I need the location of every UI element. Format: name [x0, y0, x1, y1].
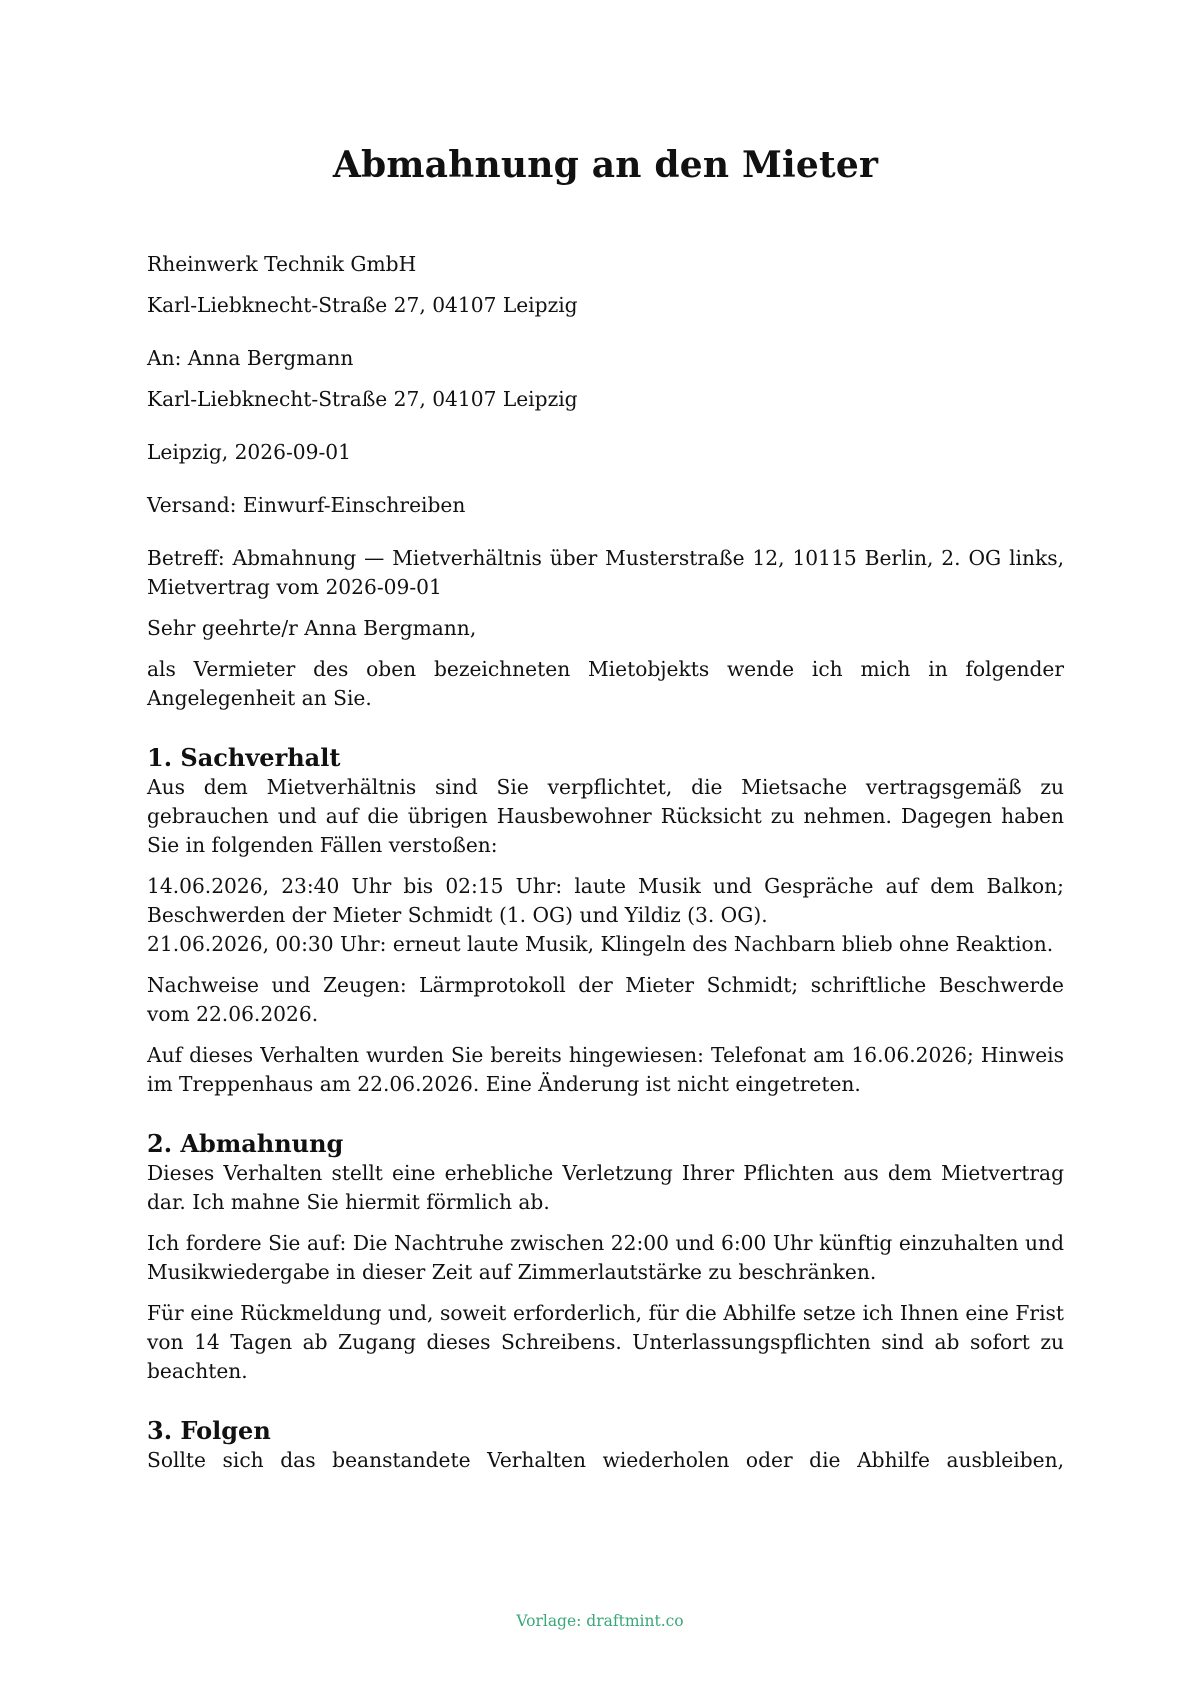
incident-item: 21.06.2026, 00:30 Uhr: erneut laute Musik, Klingeln des Nachbarn blieb ohne Reaktion. [147, 932, 1054, 956]
letter-body [147, 250, 1064, 1487]
intro-paragraph: als Vermieter des oben bezeichneten Mietobjekts wende ich mich in folgender Angelegenheit an Sie. [147, 657, 1064, 710]
template-footer: Vorlage: draftmint.co [516, 1612, 684, 1630]
sachverhalt-paragraph: Aus dem Mietverhältnis sind Sie verpflichtet, die Mietsache vertragsgemäß zu gebrauchen und auf die übrigen Hausbewohner Rücksicht zu nehmen. Dagegen haben Sie in folgenden Fällen verstoßen: [147, 775, 1064, 857]
salutation: Sehr geehrte/r Anna Bergmann, [147, 616, 477, 640]
deadline-paragraph: Für eine Rückmeldung und, soweit erforderlich, für die Abhilfe setze ich Ihnen eine Frist von 14 Tagen ab Zugang dieses Schreibens. Unterlassungspflichten sind ab sofort zu beachten. [147, 1301, 1064, 1383]
recipient-address: Karl-Liebknecht-Straße 27, 04107 Leipzig [147, 387, 578, 411]
section-heading-sachverhalt: 1. Sachverhalt [147, 743, 341, 772]
section-heading-folgen: 3. Folgen [147, 1416, 271, 1445]
place-date: Leipzig, 2026-09-01 [147, 440, 351, 464]
sender-name: Rheinwerk Technik GmbH [147, 252, 417, 276]
consequences-paragraph: Sollte sich das beanstandete Verhalten wiederholen oder die Abhilfe ausbleiben, [147, 1448, 1064, 1472]
document-title: Abmahnung an den Mieter [332, 144, 879, 186]
recipient-name: An: Anna Bergmann [147, 346, 354, 370]
section-heading-abmahnung: 2. Abmahnung [147, 1129, 344, 1158]
prior-notice-paragraph: Auf dieses Verhalten wurden Sie bereits hingewiesen: Telefonat am 16.06.2026; Hinweis im Treppenhaus am 22.06.2026. Eine Änderung ist nicht eingetreten. [147, 1043, 1064, 1096]
incident-item: 14.06.2026, 23:40 Uhr bis 02:15 Uhr: laute Musik und Gespräche auf dem Balkon; Beschwerden der Mieter Schmidt (1. OG) und Yildiz (3. OG). [147, 874, 1064, 927]
demand-paragraph: Ich fordere Sie auf: Die Nachtruhe zwischen 22:00 und 6:00 Uhr künftig einzuhalten und Musikwiedergabe in dieser Zeit auf Zimmerlautstärke zu beschränken. [147, 1231, 1064, 1284]
shipping-method: Versand: Einwurf-Einschreiben [147, 493, 466, 517]
evidence-paragraph: Nachweise und Zeugen: Lärmprotokoll der Mieter Schmidt; schriftliche Beschwerde vom 22.06.2026. [147, 973, 1064, 1026]
subject-line: Betreff: Abmahnung — Mietverhältnis über Musterstraße 12, 10115 Berlin, 2. OG links, Mietvertrag vom 2026-09-01 [147, 546, 1064, 599]
sender-address: Karl-Liebknecht-Straße 27, 04107 Leipzig [147, 293, 578, 317]
abmahnung-paragraph: Dieses Verhalten stellt eine erhebliche Verletzung Ihrer Pflichten aus dem Mietvertrag dar. Ich mahne Sie hiermit förmlich ab. [147, 1161, 1064, 1214]
